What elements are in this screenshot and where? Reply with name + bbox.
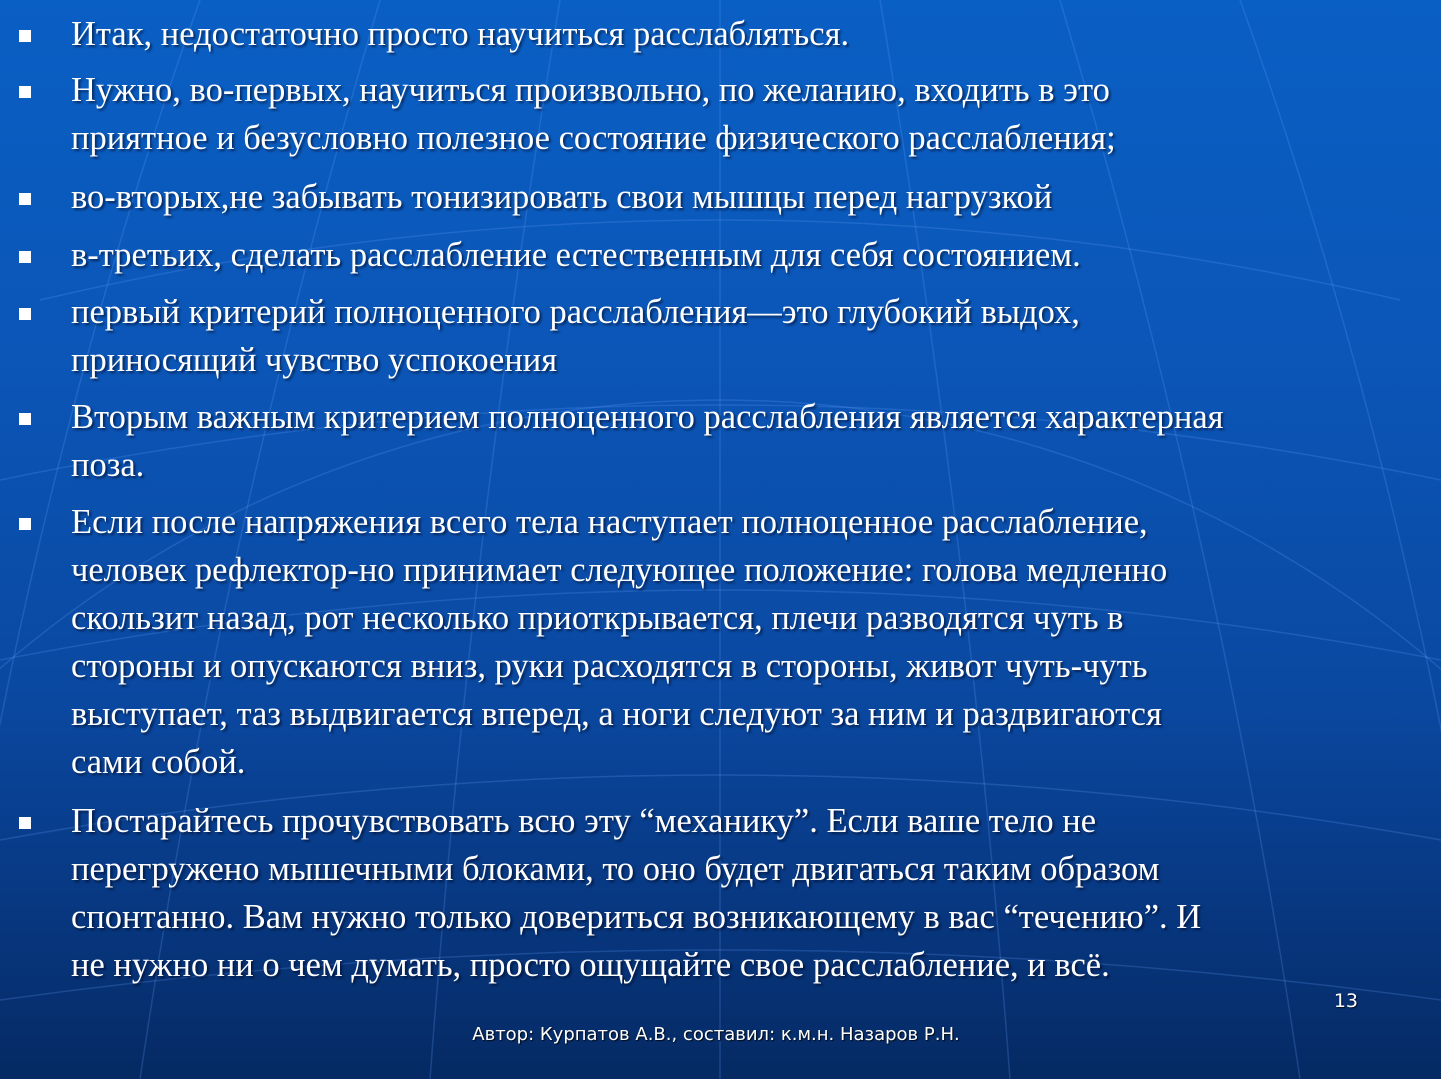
bullet-marker-icon [19,193,31,205]
bullet-text: Нужно, во-первых, научиться произвольно, по желанию, входить в это приятное и безусловно полезное состояние физического расслабления; [71,71,1116,157]
bullet-marker-icon [19,30,31,42]
bullet-marker-icon [19,86,31,98]
bullet-text: в-третьих, сделать расслабление естественным для себя состоянием. [71,236,1081,274]
bullet-marker-icon [19,308,31,320]
bullet-marker-icon [19,817,31,829]
bullet-text: Итак, недостаточно просто научиться расслабляться. [71,15,850,53]
bullet-marker-icon [19,518,31,530]
bullet-marker-icon [19,251,31,263]
bullet-text: во-вторых,не забывать тонизировать свои мышцы перед нагрузкой [71,178,1053,216]
author-footer: Автор: Курпатов А.В., составил: к.м.н. Назаров Р.Н. [472,1024,960,1045]
bullet-text: Постарайтесь прочувствовать всю эту “механику”. Если ваше тело не перегружено мышечными блоками, то оно будет двигаться таким образом спонтанно. Вам нужно только довериться возникающему в вас “течению”. И не нужно ни о чем думать, просто ощущайте свое расслабление, и всё. [71,802,1202,984]
bullet-marker-icon [19,413,31,425]
bullet-text: Вторым важным критерием полноценного расслабления является характерная поза. [71,398,1224,484]
page-number: 13 [1333,990,1358,1012]
bullet-text: Если после напряжения всего тела наступает полноценное расслабление, человек рефлектор-но принимает следующее положение: голова медленно скользит назад, рот несколько приоткрывается, плечи разводятся чуть в стороны и опускаются вниз, руки расходятся в стороны, живот чуть-чуть выступает, таз выдвигается вперед, а ноги следуют за ним и раздвигаются сами собой. [71,503,1168,781]
bullet-text: первый критерий полноценного расслабления—это глубокий выдох, приносящий чувство успокоения [71,293,1080,379]
